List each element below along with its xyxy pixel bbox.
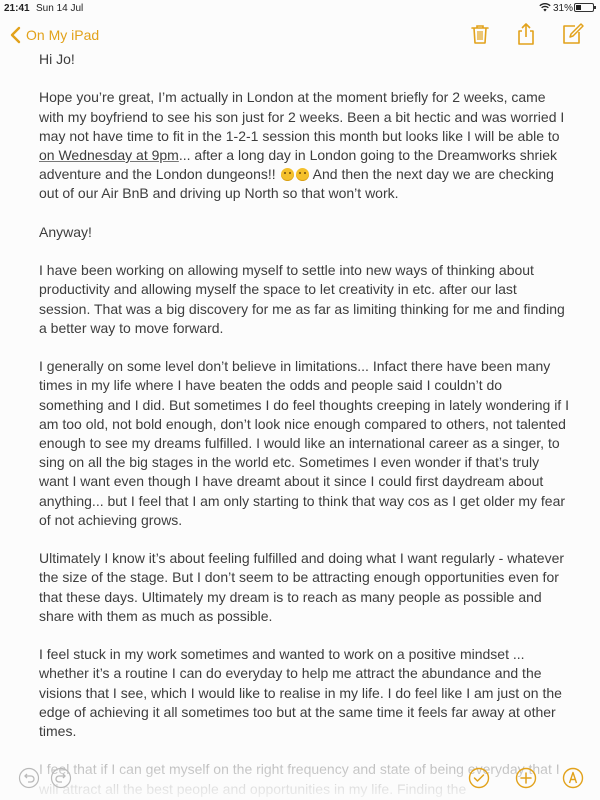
status-date: Sun 14 Jul	[36, 3, 84, 14]
note-greeting: Hi Jo!	[39, 51, 75, 67]
undo-icon[interactable]	[18, 767, 40, 789]
note-paragraph: Anyway!	[39, 223, 92, 240]
winking-emoji-icon	[296, 168, 309, 181]
toolbar-fade	[0, 750, 600, 800]
note-paragraph: I have been working on allowing myself to settle into new ways of thinking about productivity and allowing myself the space to let creativity in etc. after our last session. That was a big discovery for me as far as limiting thinking for me and finding a better way to move forward.	[39, 262, 565, 336]
wifi-icon	[539, 2, 551, 12]
note-paragraph: Ultimately I know it’s about feeling fulfilled and doing what I want regularly - whatever the size of the stage. But I don’t seem to be attracting enough opportunities even for that these days. Ultimately my dream is to reach as many people as possible and share with them as much as possible.	[39, 550, 565, 624]
navigation-bar	[0, 16, 600, 52]
chevron-left-icon	[8, 25, 24, 45]
markup-icon[interactable]	[562, 767, 584, 789]
note-paragraph: Hope you’re great, I’m actually in London at the moment briefly for 2 weeks, came with my boyfriend to see his son just for 2 weeks. Been a bit hectic and was worried I may not have time to fit in the 1-2-1 session this month but looks like I will be able to on Wednesday at 9pm... after a long day in London going to the Dreamworks shriek adventure and the London dungeons!! And then the next day we are checking out of our Air BnB and driving up North so that won’t work.	[39, 89, 565, 202]
add-icon[interactable]	[515, 767, 537, 789]
status-time: 21:41	[4, 3, 30, 14]
compose-icon[interactable]	[561, 22, 585, 46]
battery-percentage: 31%	[553, 3, 574, 14]
battery-icon	[574, 3, 594, 12]
back-button-label: On My iPad	[26, 27, 100, 43]
note-paragraph: I generally on some level don’t believe in limitations... Infact there have been many times in my life where I have beaten the odds and people said I couldn’t do something and I did. But sometimes I do feel thoughts creeping in lately wondering if I am too old, not bold enough, don’t look nice enough compared to others, not talented enough to see my dreams fulfilled. I would like an international career as a singer, to sing on all the big stages in the world etc. Sometimes I even wonder if that’s truly want I want even though I have dreamt about it since I could first daydream about anything... but I feel that I am only starting to think that way cos as I get older my fear of not achieving grows.	[39, 358, 569, 528]
share-icon[interactable]	[514, 22, 538, 46]
back-button[interactable]	[8, 24, 99, 46]
status-bar	[0, 0, 600, 16]
note-body[interactable]	[39, 50, 569, 780]
note-paragraph: I feel stuck in my work sometimes and wanted to work on a positive mindset ... whether it’s a routine I can do everyday to help me attract the abundance and the visions that I see, which I would like to realise in my life. I do feel like I am just on the edge of achieving it all sometimes too but at the same time it feels far away at other times.	[39, 646, 562, 740]
date-link[interactable]: on Wednesday at 9pm	[39, 147, 179, 163]
trash-icon[interactable]	[468, 22, 492, 46]
battery-fill	[576, 5, 581, 10]
checklist-icon[interactable]	[468, 767, 490, 789]
redo-icon[interactable]	[50, 767, 72, 789]
laughing-emoji-icon	[281, 168, 294, 181]
